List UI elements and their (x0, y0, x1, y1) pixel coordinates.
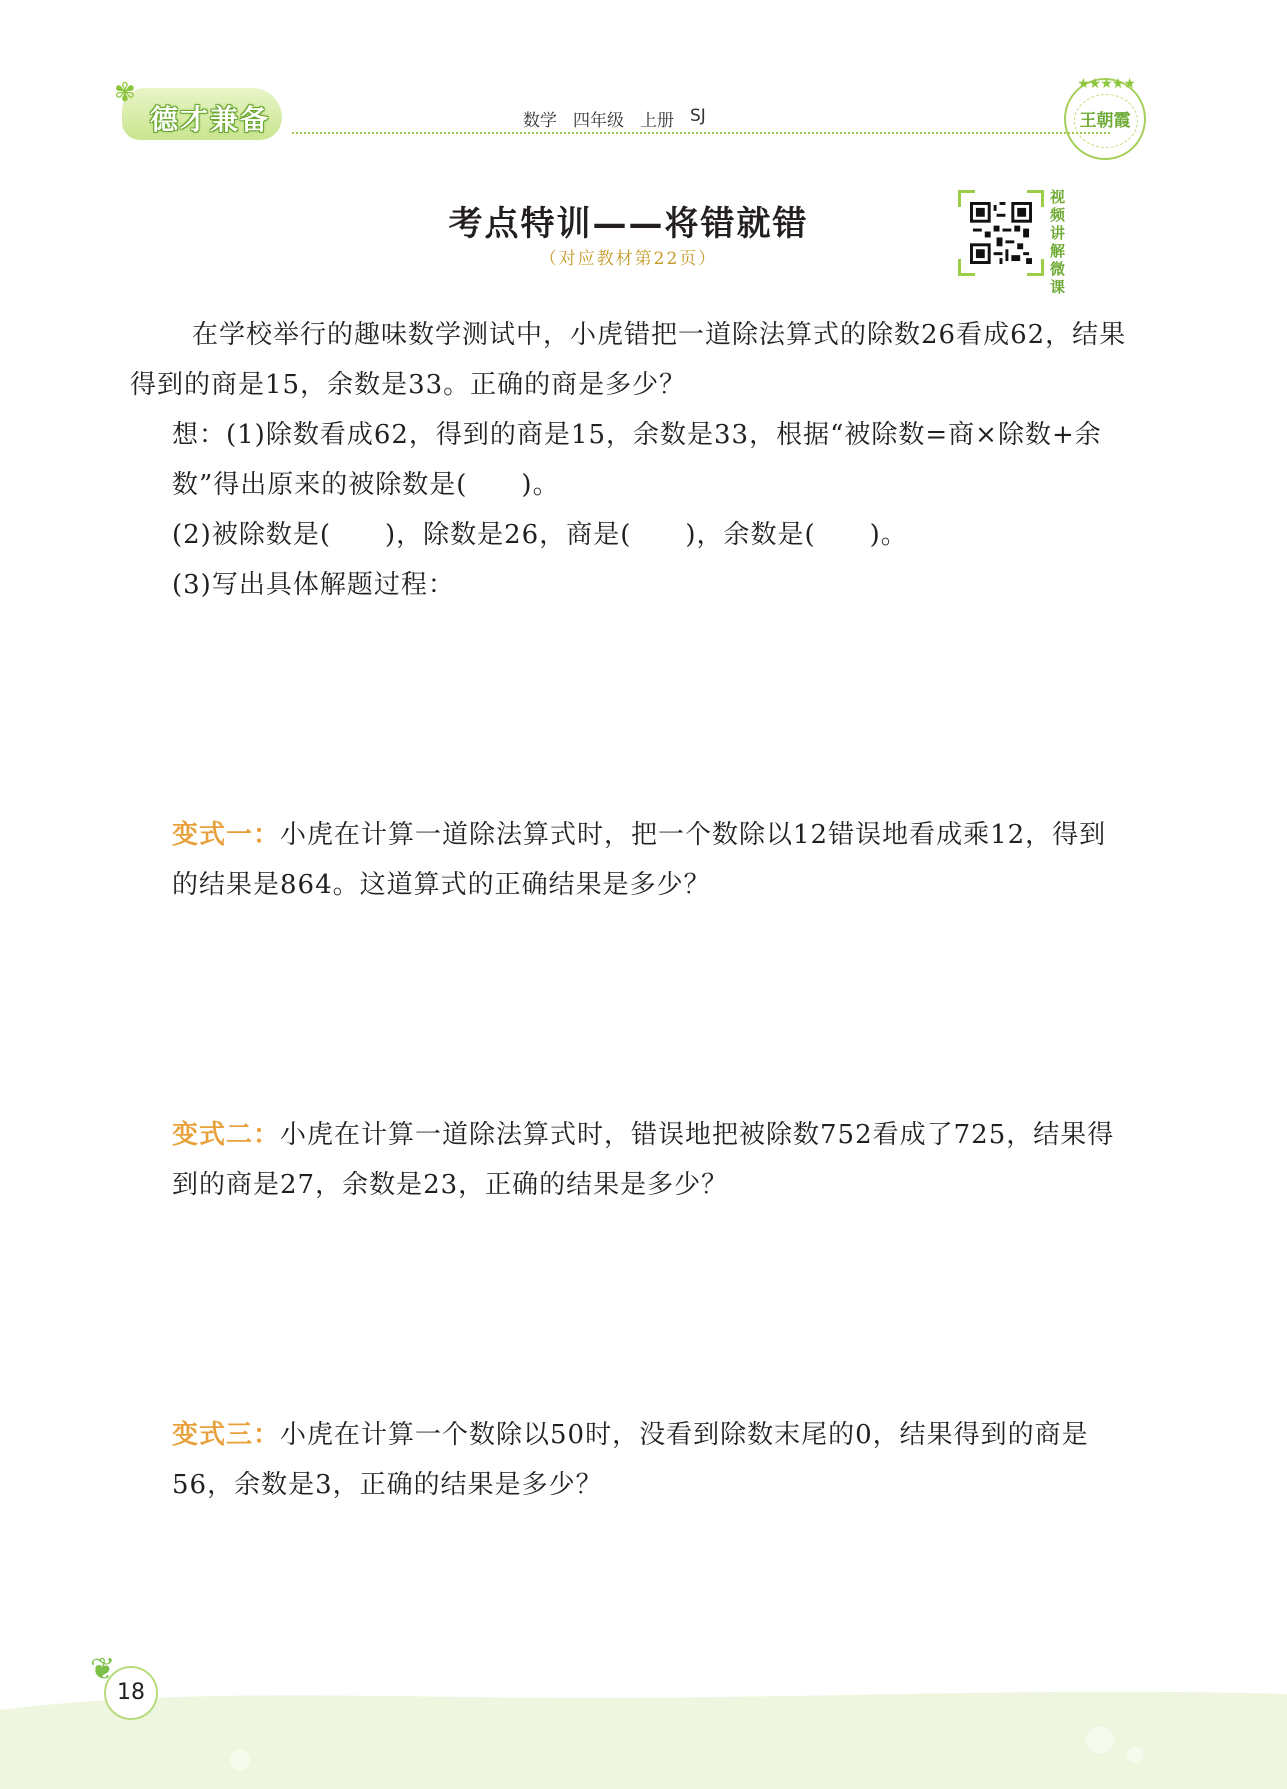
variant-2-label: 变式二： (172, 1120, 281, 1150)
subject: 数学 (523, 111, 557, 131)
page-number-badge (90, 1652, 162, 1724)
dolphin-icon: ❦ (90, 1652, 116, 1687)
book-info (523, 106, 706, 131)
brand-seal (1064, 78, 1146, 160)
variant-2-body: 小虎在计算一道除法算式时，错误地把被除数752看成了725，结果得到的商是27，余数是23，正确的结果是多少？ (172, 1120, 1115, 1200)
header-divider (292, 132, 1110, 134)
problem-text: 在学校举行的趣味数学测试中，小虎错把一道除法算式的除数26看成62，结果得到的商是15，余数是33。正确的商是多少？ (130, 320, 1127, 400)
variant-3 (172, 1410, 1130, 1510)
edition: SJ (690, 106, 706, 126)
volume: 上册 (640, 111, 674, 131)
variant-1-text (172, 810, 1130, 910)
variant-1 (172, 810, 1130, 910)
page-subtitle: （对应教材第22页） (539, 249, 718, 269)
seal-name: 王朝霞 (1079, 111, 1131, 131)
qr-code[interactable] (958, 190, 1044, 276)
variant-3-text (172, 1410, 1130, 1510)
variant-3-body: 小虎在计算一个数除以50时，没看到除数末尾的0，结果得到的商是56，余数是3，正确的结果是多少？ (172, 1420, 1089, 1500)
hint-step-3: (3)写出具体解题过程： (172, 570, 455, 600)
footer-wave (0, 1680, 1287, 1789)
variant-1-body: 小虎在计算一道除法算式时，把一个数除以12错误地看成乘12，得到的结果是864。这道算式的正确结果是多少？ (172, 820, 1107, 900)
variant-2 (172, 1110, 1130, 1210)
hint-step-1: 想：(1)除数看成62，得到的商是15，余数是33，根据“被除数=商×除数+余数”得出原来的被除数是( )。 (172, 420, 1102, 500)
page-title: 考点特训——将错就错 (448, 204, 809, 244)
hint-step-2: (2)被除数是( )，除数是26，商是( )，余数是( )。 (172, 520, 908, 550)
variant-1-label: 变式一： (172, 820, 281, 850)
star-icons: ★★★★★ (1077, 76, 1135, 92)
grade: 四年级 (573, 111, 624, 131)
variant-2-text (172, 1110, 1130, 1210)
qr-label: 视频讲解微课 (1050, 188, 1066, 296)
variant-3-label: 变式三： (172, 1420, 281, 1450)
logo-text: 德才兼备 (150, 103, 271, 136)
brand-logo (112, 78, 292, 146)
qr-code-icon (970, 202, 1032, 264)
main-problem (130, 310, 1130, 610)
page-number: 18 (117, 1680, 145, 1705)
palm-tree-icon: ✾ (114, 78, 136, 108)
